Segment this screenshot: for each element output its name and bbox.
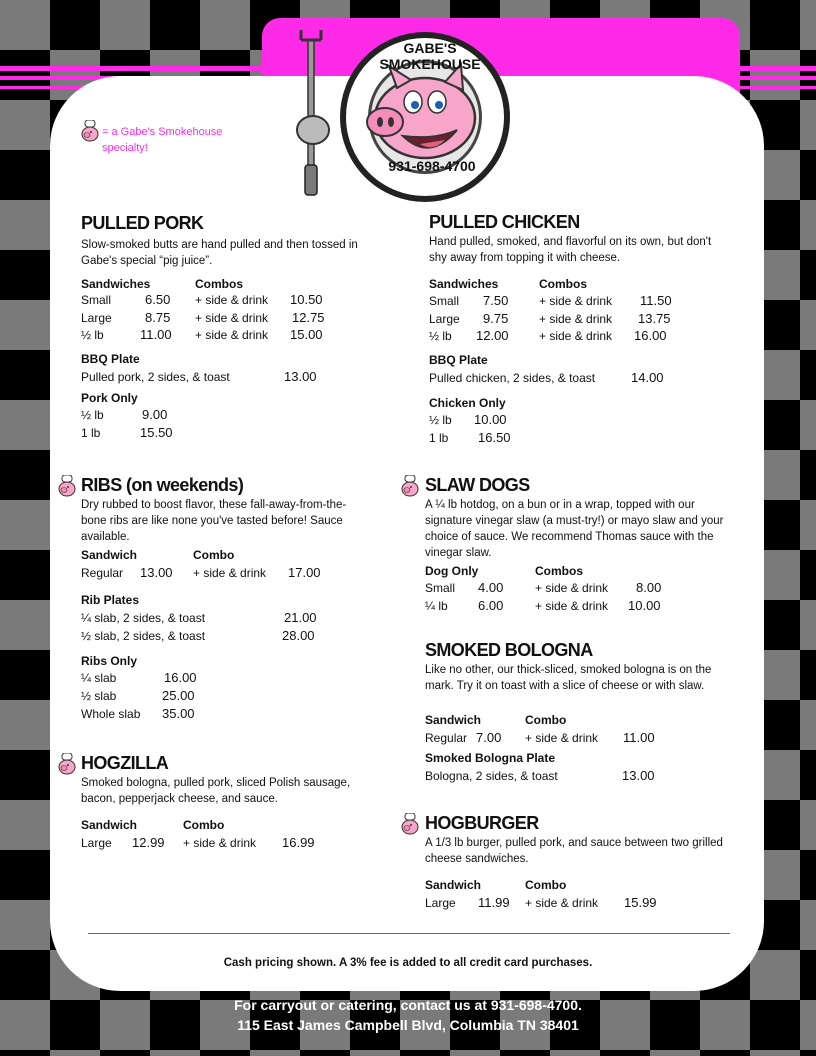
bologna-row-combo: + side & drink — [525, 731, 599, 745]
pig-chef-icon — [400, 813, 420, 835]
ribs-only-size: Whole slab — [81, 707, 141, 721]
table-row-combo-price: 10.50 — [290, 292, 323, 307]
table-row-price: 7.50 — [483, 293, 509, 308]
chicken-only-price: 16.50 — [478, 430, 511, 445]
pork-only-size: ½ lb — [81, 408, 104, 422]
footer-address: 115 East James Campbell Blvd, Columbia TN 38401 — [237, 1017, 579, 1033]
pulled-chicken-sandwiches-label: Sandwiches — [429, 277, 499, 291]
slaw-dog-combo-price: 10.00 — [628, 598, 661, 613]
slaw-dog-combo-price: 8.00 — [636, 580, 662, 595]
table-row-size: ½ lb — [81, 328, 104, 342]
hogzilla-row-size: Large — [81, 836, 112, 850]
rib-plate-desc: ¼ slab, 2 sides, & toast — [81, 611, 206, 625]
pork-only-price: 9.00 — [142, 407, 168, 422]
hogburger-row-combo: + side & drink — [525, 896, 599, 910]
table-row-combo: + side & drink — [195, 328, 269, 342]
table-row-size: Small — [81, 293, 112, 307]
bologna-row-price: 7.00 — [476, 730, 502, 745]
hogzilla-row-combo-price: 16.99 — [282, 835, 315, 850]
chicken-only-price: 10.00 — [474, 412, 507, 427]
ribs-only-size: ½ slab — [81, 689, 117, 703]
section-title-pulled-chicken: PULLED CHICKEN — [429, 212, 580, 232]
section-title-pulled-pork: PULLED PORK — [81, 213, 204, 233]
chicken-only-label: Chicken Only — [429, 396, 506, 410]
pulled-pork-sandwiches-label: Sandwiches — [81, 277, 151, 291]
pig-chef-icon — [57, 753, 77, 775]
table-row-combo-price: 12.75 — [292, 310, 325, 325]
table-row-combo: + side & drink — [195, 311, 269, 325]
pork-only-price: 15.50 — [140, 425, 173, 440]
logo-phone: 931-698-4700 — [388, 158, 476, 174]
slaw-dog-combo: + side & drink — [535, 581, 609, 595]
pig-chef-icon — [400, 475, 420, 497]
slaw-dog-price: 6.00 — [478, 598, 504, 613]
pulled-pork-plate-price: 13.00 — [284, 369, 317, 384]
table-row-combo-price: 11.50 — [640, 293, 672, 308]
pulled-chicken-plate-label: BBQ Plate — [429, 353, 488, 367]
section-title-hogburger: HOGBURGER — [425, 813, 539, 833]
rib-plates-label: Rib Plates — [81, 593, 140, 607]
rib-plate-price: 21.00 — [284, 610, 317, 625]
hogburger-description: A 1/3 lb burger, pulled pork, and sauce between two grilled cheese sandwiches. — [425, 837, 723, 865]
hogburger-sandwich-label: Sandwich — [425, 878, 482, 892]
slaw-dog-combo: + side & drink — [535, 599, 609, 613]
legend-text: = a Gabe's Smokehouse specialty! — [102, 126, 223, 154]
rib-plate-desc: ½ slab, 2 sides, & toast — [81, 629, 206, 643]
bologna-row-combo-price: 11.00 — [623, 730, 655, 745]
table-row-combo: + side & drink — [195, 293, 269, 307]
smoked-bologna-description: Like no other, our thick-sliced, smoked bologna is on the mark. Try it on toast with a slice of cheese or with slaw. — [425, 664, 712, 692]
table-row-size: Large — [429, 312, 460, 326]
section-title-smoked-bologna: SMOKED BOLOGNA — [425, 640, 593, 660]
ribs-only-label: Ribs Only — [81, 654, 138, 668]
pig-chef-icon — [80, 120, 100, 142]
bologna-plate-price: 13.00 — [622, 768, 655, 783]
footer-contact: For carryout or catering, contact us at 931-698-4700. — [234, 997, 582, 1013]
logo-brand-name: GABE'S SMOKEHOUSE — [379, 40, 481, 72]
slaw-dogs-combos-label: Combos — [535, 564, 583, 578]
table-row-combo: + side & drink — [539, 329, 613, 343]
pulled-pork-description: Slow-smoked butts are hand pulled and then tossed in Gabe's special “pig juice”. — [81, 239, 358, 267]
table-row-combo-price: 15.00 — [290, 327, 323, 342]
ribs-only-price: 25.00 — [162, 688, 195, 703]
ribs-only-price: 16.00 — [164, 670, 197, 685]
pulled-pork-plate-label: BBQ Plate — [81, 352, 140, 366]
ribs-row-combo: + side & drink — [193, 566, 267, 580]
slaw-dog-size: ¼ lb — [425, 599, 448, 613]
table-row-size: Small — [429, 294, 460, 308]
hogburger-row-size: Large — [425, 896, 456, 910]
hogzilla-row-price: 12.99 — [132, 835, 165, 850]
dog-only-label: Dog Only — [425, 564, 479, 578]
bologna-plate-desc: Bologna, 2 sides, & toast — [425, 769, 558, 783]
bologna-combo-label: Combo — [525, 713, 567, 727]
ribs-sandwich-label: Sandwich — [81, 548, 138, 562]
slaw-dog-size: Small — [425, 581, 456, 595]
table-row-price: 6.50 — [145, 292, 171, 307]
section-title-hogzilla: HOGZILLA — [81, 753, 169, 773]
hogburger-row-price: 11.99 — [478, 895, 510, 910]
hogzilla-combo-label: Combo — [183, 818, 225, 832]
chicken-only-size: ½ lb — [429, 413, 452, 427]
ribs-description: Dry rubbed to boost flavor, these fall-away-from-the-bone ribs are like none you've tasted before! Sauce available. — [81, 499, 347, 543]
pulled-chicken-combos-label: Combos — [539, 277, 587, 291]
table-row-combo: + side & drink — [539, 294, 613, 308]
ribs-row-size: Regular — [81, 566, 124, 580]
ribs-row-combo-price: 17.00 — [288, 565, 321, 580]
table-row-combo-price: 13.75 — [638, 311, 671, 326]
pork-only-size: 1 lb — [81, 426, 101, 440]
table-row-price: 9.75 — [483, 311, 509, 326]
bologna-sandwich-label: Sandwich — [425, 713, 482, 727]
table-row-price: 8.75 — [145, 310, 171, 325]
table-row-combo: + side & drink — [539, 312, 613, 326]
hogzilla-description: Smoked bologna, pulled pork, sliced Polish sausage, bacon, pepperjack cheese, and sauce. — [81, 777, 351, 805]
pulled-pork-combos-label: Combos — [195, 277, 243, 291]
pulled-chicken-plate-desc: Pulled chicken, 2 sides, & toast — [429, 371, 596, 385]
hogburger-row-combo-price: 15.99 — [624, 895, 657, 910]
pulled-chicken-plate-price: 14.00 — [631, 370, 664, 385]
ribs-only-size: ¼ slab — [81, 671, 117, 685]
ribs-combo-label: Combo — [193, 548, 235, 562]
ribs-row-price: 13.00 — [140, 565, 173, 580]
table-row-combo-price: 16.00 — [634, 328, 667, 343]
slaw-dogs-description: A ¼ lb hotdog, on a bun or in a wrap, topped with our signature vinegar slaw (a must-try!) or mayo slaw and your choice of sauce. We recommend Thomas sauce with the vinegar slaw. — [425, 499, 724, 559]
ribs-only-price: 35.00 — [162, 706, 195, 721]
hogzilla-row-combo: + side & drink — [183, 836, 257, 850]
table-row-price: 11.00 — [140, 327, 172, 342]
bologna-row-size: Regular — [425, 731, 468, 745]
pulled-chicken-description: Hand pulled, smoked, and flavorful on its own, but don't shy away from topping it with cheese. — [429, 236, 712, 264]
pulled-pork-plate-desc: Pulled pork, 2 sides, & toast — [81, 370, 230, 384]
cash-pricing-note: Cash pricing shown. A 3% fee is added to all credit card purchases. — [223, 957, 593, 969]
pig-chef-icon — [57, 475, 77, 497]
hogzilla-sandwich-label: Sandwich — [81, 818, 138, 832]
rib-plate-price: 28.00 — [282, 628, 315, 643]
bologna-plate-label: Smoked Bologna Plate — [425, 751, 556, 765]
table-row-size: ½ lb — [429, 329, 452, 343]
section-title-ribs: RIBS (on weekends) — [81, 475, 244, 495]
slaw-dog-price: 4.00 — [478, 580, 504, 595]
divider-line — [88, 933, 730, 934]
table-row-size: Large — [81, 311, 112, 325]
section-title-slaw-dogs: SLAW DOGS — [425, 475, 530, 495]
chicken-only-size: 1 lb — [429, 431, 449, 445]
pork-only-label: Pork Only — [81, 391, 138, 405]
table-row-price: 12.00 — [476, 328, 509, 343]
hogburger-combo-label: Combo — [525, 878, 567, 892]
